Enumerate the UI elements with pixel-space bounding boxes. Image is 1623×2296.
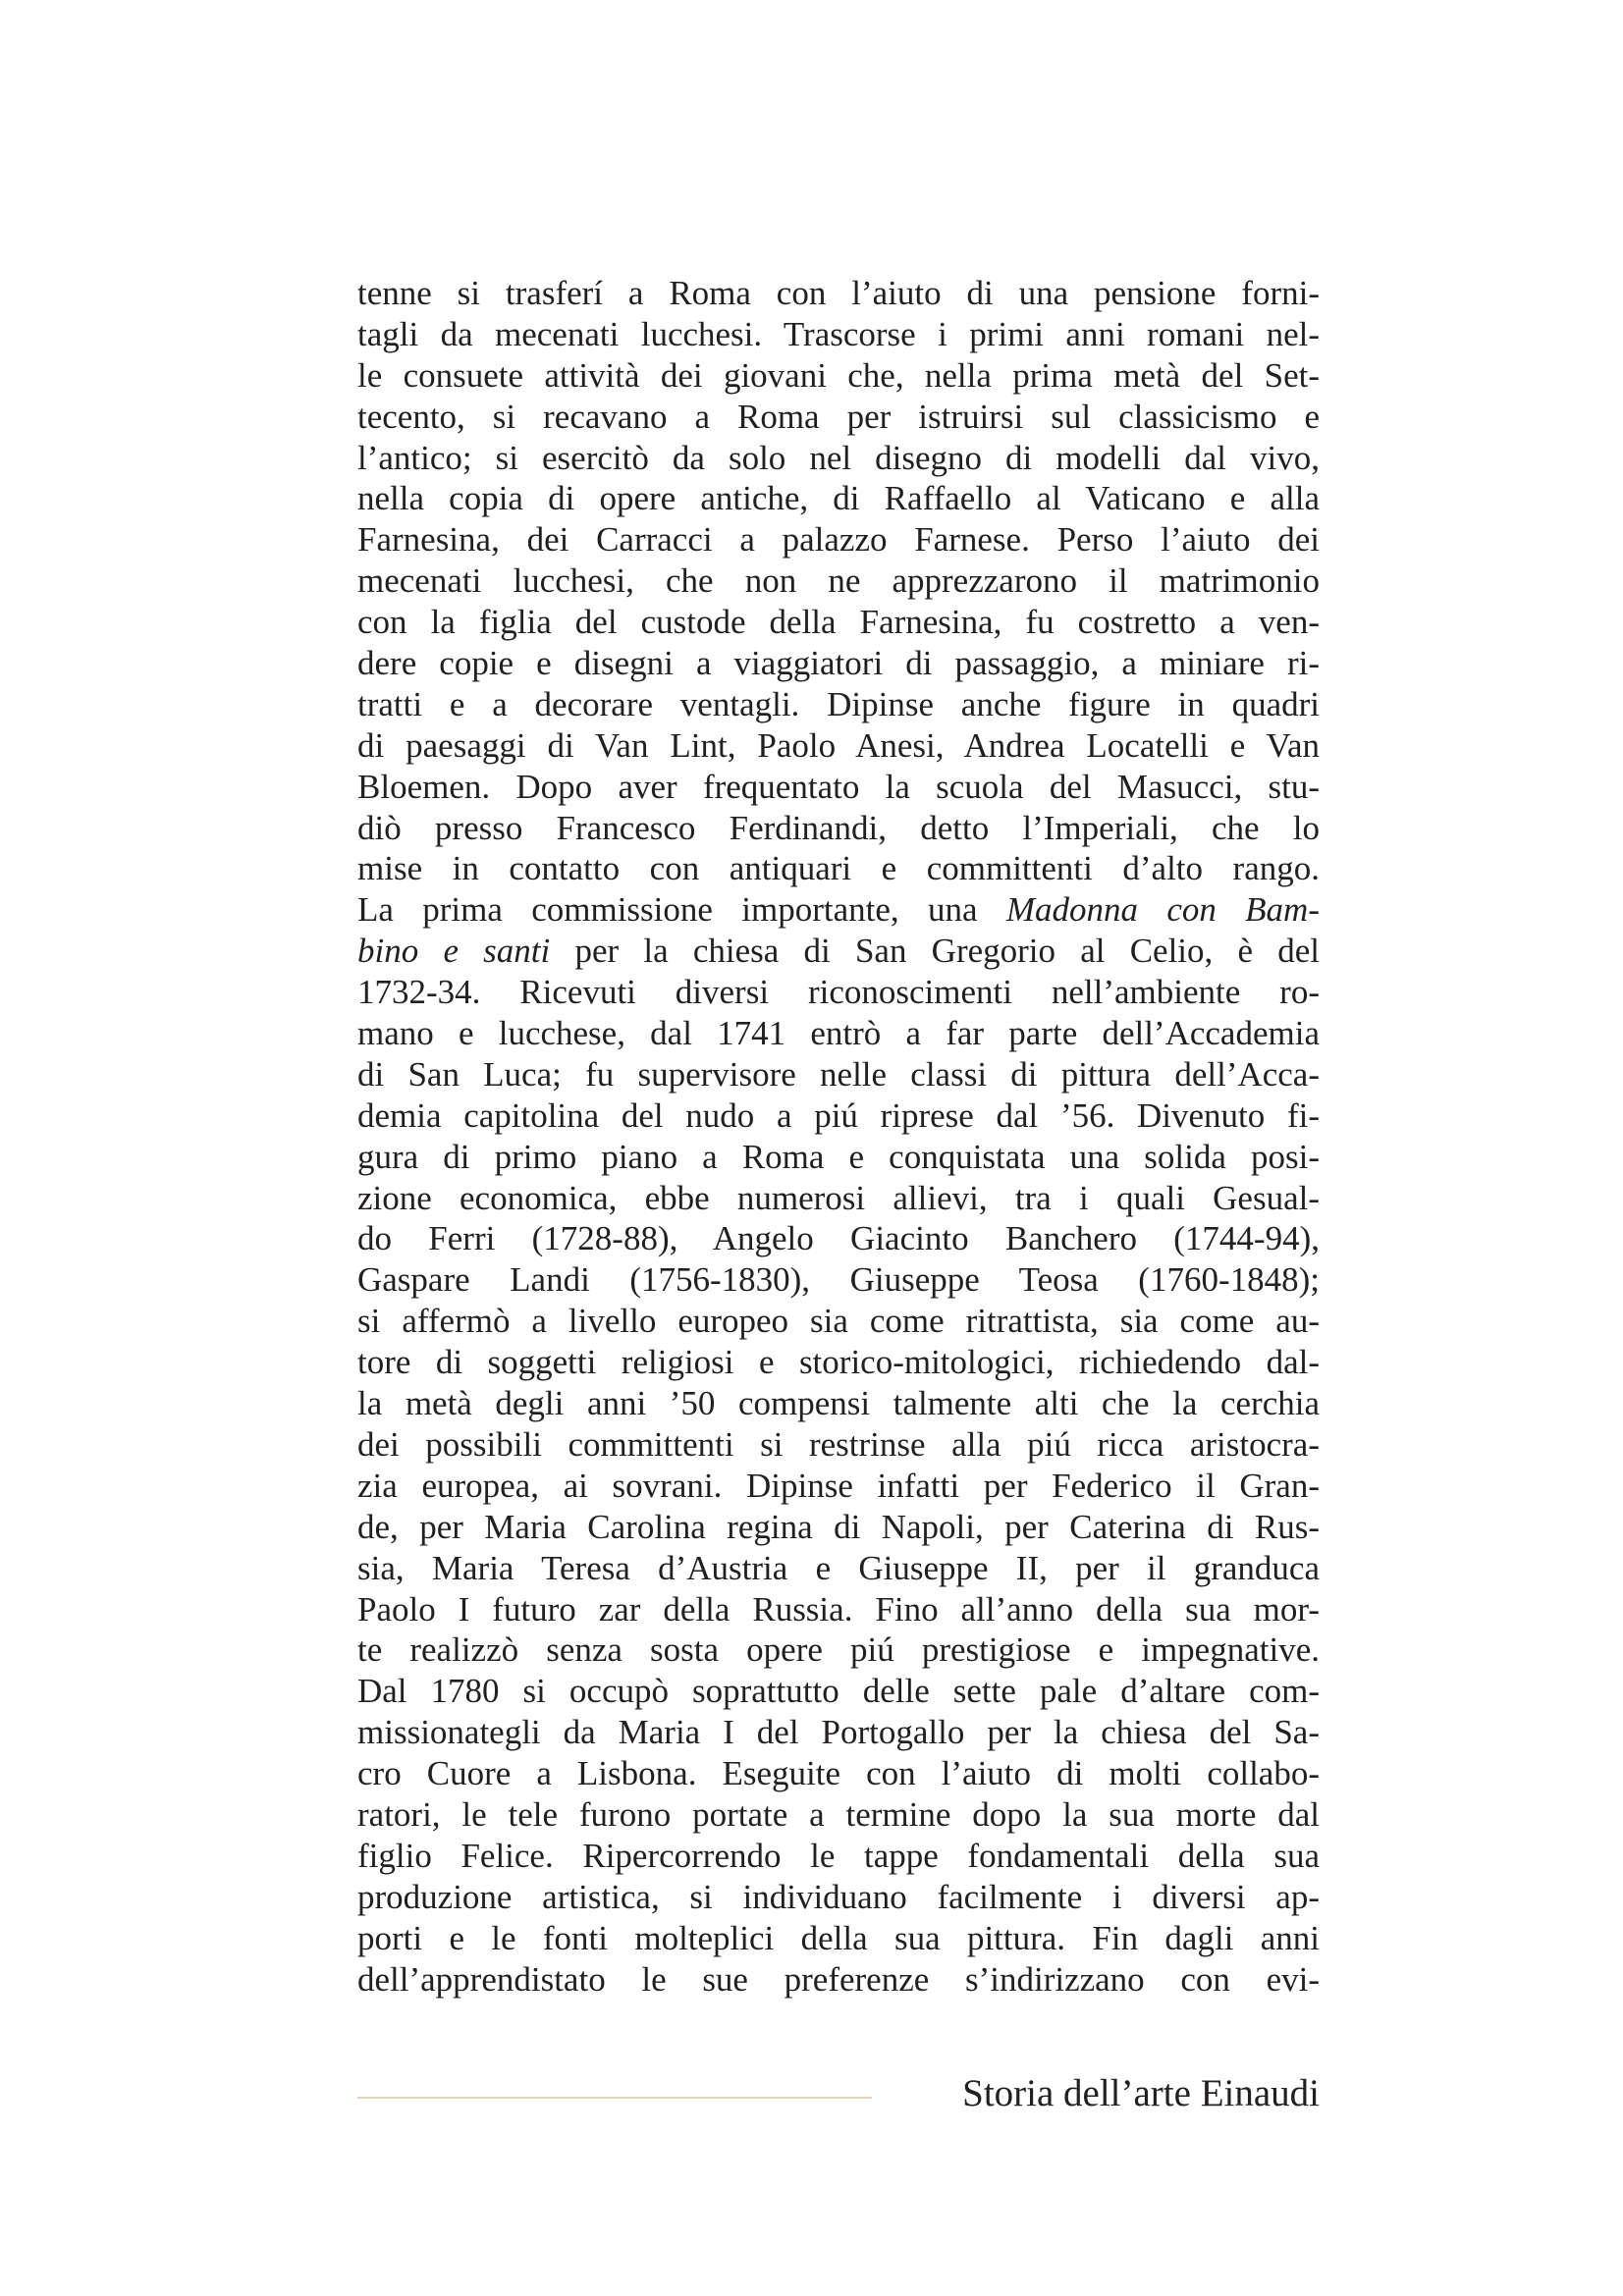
body-text — [357, 273, 1320, 2000]
text-segment: Bloemen. Dopo aver frequentato la scuola del Masucci, stu- — [357, 767, 1320, 806]
text-segment: demia capitolina del nudo a piú riprese dal ’56. Divenuto fi- — [357, 1095, 1320, 1135]
text-segment: gura di primo piano a Roma e conquistata una solida posi- — [357, 1137, 1320, 1176]
text-segment: 1732-34. Ricevuti diversi riconoscimenti nell’ambiente ro- — [357, 973, 1320, 1012]
text-segment: zione economica, ebbe numerosi allievi, tra i quali Gesual- — [357, 1178, 1320, 1217]
text-segment: tagli da mecenati lucchesi. Trascorse i primi anni romani nel- — [357, 314, 1320, 353]
text-line — [357, 931, 1320, 972]
text-line — [357, 1959, 1320, 2001]
text-segment: sia, Maria Teresa d’Austria e Giuseppe II, per il granduca — [357, 1548, 1320, 1587]
text-segment: cro Cuore a Lisbona. Eseguite con l’aiuto di molti collabo- — [357, 1754, 1320, 1793]
text-segment: di paesaggi di Van Lint, Paolo Anesi, Andrea Locatelli e Van — [357, 725, 1320, 765]
text-segment: per la chiesa di San Gregorio al Celio, è del — [550, 932, 1320, 971]
text-line — [357, 1259, 1320, 1301]
text-line — [357, 355, 1320, 397]
text-segment: dere copie e disegni a viaggiatori di passaggio, a miniare ri- — [357, 644, 1320, 683]
text-segment: Gaspare Landi (1756-1830), Giuseppe Teosa (1760-1848); — [357, 1260, 1320, 1300]
text-segment: dei possibili committenti si restrinse alla piú ricca aristocra- — [357, 1424, 1320, 1464]
text-line — [357, 1918, 1320, 1959]
page-footer — [357, 2069, 1320, 2118]
text-segment: missionategli da Maria I del Portogallo per la chiesa del Sa- — [357, 1713, 1320, 1752]
text-segment: si affermò a livello europeo sia come ritrattista, sia come au- — [357, 1302, 1320, 1341]
text-segment: ratori, le tele furono portate a termine dopo la sua morte dal — [357, 1794, 1320, 1834]
text-segment: zia europea, ai sovrani. Dipinse infatti per Federico il Gran- — [357, 1466, 1320, 1505]
text-segment: tratti e a decorare ventagli. Dipinse anche figure in quadri — [357, 684, 1320, 723]
text-line — [357, 1836, 1320, 1877]
text-segment: nella copia di opere antiche, di Raffaello al Vaticano e alla — [357, 479, 1320, 518]
text-segment: mecenati lucchesi, che non ne apprezzarono il matrimonio — [357, 561, 1320, 601]
text-line — [357, 438, 1320, 479]
text-segment: Paolo I futuro zar della Russia. Fino all’anno della sua mor- — [357, 1589, 1320, 1629]
text-line — [357, 1178, 1320, 1219]
text-line — [357, 725, 1320, 767]
footer-title: Storia dell’arte Einaudi — [962, 2072, 1320, 2114]
text-line — [357, 1137, 1320, 1178]
text-segment: tenne si trasferí a Roma con l’aiuto di una pensione forni- — [357, 274, 1320, 312]
text-line — [357, 643, 1320, 684]
text-segment: diò presso Francesco Ferdinandi, detto l’Imperiali, che lo — [357, 808, 1320, 847]
text-line — [357, 767, 1320, 808]
text-segment: figlio Felice. Ripercorrendo le tappe fondamentali della sua — [357, 1836, 1320, 1875]
text-line — [357, 519, 1320, 561]
text-line — [357, 889, 1320, 931]
text-line — [357, 1424, 1320, 1466]
text-segment: produzione artistica, si individuano facilmente i diversi ap- — [357, 1877, 1320, 1916]
text-line — [357, 314, 1320, 355]
text-line — [357, 972, 1320, 1013]
text-segment: do Ferri (1728-88), Angelo Giacinto Banchero (1744-94), — [357, 1219, 1320, 1258]
text-segment: le consuete attività dei giovani che, nella prima metà del Set- — [357, 355, 1320, 395]
text-line — [357, 561, 1320, 602]
text-line — [357, 1629, 1320, 1671]
text-line — [357, 1466, 1320, 1507]
text-line — [357, 1342, 1320, 1383]
text-segment: te realizzò senza sosta opere piú prestigiose e impegnative. — [357, 1630, 1320, 1670]
text-segment: mise in contatto con antiquari e committenti d’alto rango. — [357, 849, 1320, 888]
text-segment: l’antico; si esercitò da solo nel disegno di modelli dal vivo, — [357, 438, 1320, 477]
text-line — [357, 1753, 1320, 1794]
text-segment: dell’apprendistato le sue preferenze s’indirizzano con evi- — [357, 1959, 1320, 1999]
text-line — [357, 1383, 1320, 1424]
italic-title-segment: bino e santi — [357, 932, 551, 971]
text-line — [357, 1671, 1320, 1712]
text-line — [357, 684, 1320, 725]
text-segment: porti e le fonti molteplici della sua pittura. Fin dagli anni — [357, 1918, 1320, 1957]
text-line — [357, 273, 1320, 314]
text-line — [357, 848, 1320, 889]
text-line — [357, 1301, 1320, 1342]
footer-rule — [357, 2097, 872, 2099]
text-segment: di San Luca; fu supervisore nelle classi di pittura dell’Acca- — [357, 1054, 1320, 1094]
text-line — [357, 1013, 1320, 1054]
text-line — [357, 1794, 1320, 1836]
text-line — [357, 1548, 1320, 1589]
text-segment: de, per Maria Carolina regina di Napoli, per Caterina di Rus- — [357, 1507, 1320, 1546]
text-segment: la metà degli anni ’50 compensi talmente alti che la cerchia — [357, 1384, 1320, 1423]
text-segment: Dal 1780 si occupò soprattutto delle sette pale d’altare com- — [357, 1672, 1320, 1711]
text-line — [357, 478, 1320, 519]
text-line — [357, 1877, 1320, 1918]
text-line — [357, 1507, 1320, 1548]
text-segment: con la figlia del custode della Farnesina, fu costretto a ven- — [357, 603, 1320, 642]
text-line — [357, 1095, 1320, 1137]
text-line — [357, 1589, 1320, 1630]
italic-title-segment: Madonna con Bam- — [1005, 890, 1320, 930]
text-line — [357, 1218, 1320, 1259]
text-line — [357, 602, 1320, 643]
text-segment: La prima commissione importante, una — [357, 890, 1006, 930]
text-segment: tecento, si recavano a Roma per istruirsi sul classicismo e — [357, 397, 1320, 436]
text-segment: mano e lucchese, dal 1741 entrò a far parte dell’Accademia — [357, 1014, 1320, 1053]
text-segment: tore di soggetti religiosi e storico-mitologici, richiedendo dal- — [357, 1343, 1320, 1382]
text-line — [357, 1712, 1320, 1753]
text-line — [357, 397, 1320, 438]
text-line — [357, 1054, 1320, 1095]
text-line — [357, 808, 1320, 849]
text-segment: Farnesina, dei Carracci a palazzo Farnese. Perso l’aiuto dei — [357, 520, 1320, 560]
